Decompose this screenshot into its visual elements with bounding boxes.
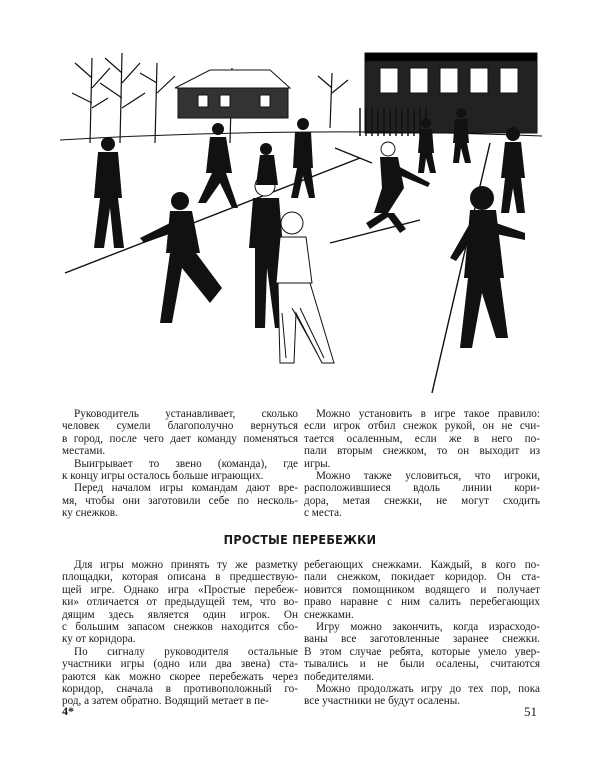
- text-line: По сигналу руководителя остальные: [74, 645, 298, 658]
- text-line: тается осаленным, если же в него по-: [304, 432, 540, 445]
- text-line: щей игре. Однако игра «Простые перебеж-: [62, 583, 298, 596]
- text-line: пали вторым снежком, то он выходит из: [304, 445, 540, 458]
- text-line: ребегающих снежками. Каждый, в кого по-: [304, 559, 540, 571]
- text-line: местами.: [62, 445, 106, 458]
- text-line: тывались и не были осалены, считаются: [304, 658, 540, 671]
- text-line: новится помощником водящего и получает: [304, 583, 540, 596]
- text-line: участники игры (одно или два звена) ста-: [62, 658, 298, 671]
- section-heading: ПРОСТЫЕ ПЕРЕБЕЖКИ: [223, 532, 377, 547]
- text-line: Для игры можно принять ту же разметку: [74, 559, 298, 571]
- text-line: победителями.: [304, 670, 375, 683]
- text-line: род, а затем обратно. Водящий метает в пе-: [62, 695, 269, 708]
- text-line: к концу игры осталось больше играющих.: [62, 470, 264, 483]
- text-line: все участники не будут осалены.: [304, 695, 461, 708]
- text-line: право наравне с ним салить перебегающих: [304, 596, 540, 609]
- text-line: ки» отличается от предыдущей тем, что во-: [62, 596, 298, 609]
- text-line: Можно продолжать игру до тех пор, пока: [316, 683, 540, 696]
- snowball-game-illustration: [60, 48, 542, 398]
- page-number: 51: [524, 704, 537, 719]
- text-line: Руководитель устанавливает, сколько: [74, 408, 298, 420]
- top-left-column: [62, 408, 298, 520]
- text-line: Можно установить в игре такое правило:: [316, 408, 540, 420]
- text-line: Перед началом игры командам дают вре-: [74, 482, 298, 495]
- text-line: если игрок отбил снежок рукой, он не счи-: [304, 420, 540, 433]
- section-left-column: [62, 559, 298, 708]
- text-line: ку от коридора.: [62, 633, 136, 646]
- text-line: расположившиеся вдоль линии кори-: [304, 482, 540, 495]
- text-line: мя, чтобы они заготовили себе по несколь-: [62, 494, 298, 507]
- children-figures: [94, 108, 525, 363]
- text-line: игры.: [304, 457, 331, 470]
- text-line: Выигрывает то звено (команда), где: [74, 457, 298, 470]
- signature-mark: 4*: [62, 704, 74, 718]
- text-line: коридор, сначала в противоположный го-: [62, 683, 298, 696]
- text-line: с большим запасом снежков находится сбо-: [62, 621, 298, 634]
- top-right-column: [304, 408, 540, 520]
- text-line: ваны все заготовленные заранее снежки.: [304, 633, 540, 646]
- text-line: Игру можно закончить, когда израсходо-: [316, 621, 540, 634]
- text-line: раются как можно скорее перебежать через: [62, 670, 298, 683]
- text-line: снежками.: [304, 608, 354, 621]
- text-line: В этом случае ребята, которые умело увер-: [304, 645, 540, 658]
- section-right-column: [304, 559, 540, 708]
- text-line: дора, метая снежки, не могут сходить: [304, 494, 540, 507]
- text-line: в город, после чего дает команду поменяться: [62, 432, 298, 445]
- text-line: с места.: [304, 507, 342, 520]
- text-line: Можно также условиться, что игроки,: [316, 470, 540, 483]
- text-line: пали снежком, покидает коридор. Он ста-: [304, 571, 540, 584]
- text-line: ку снежков.: [62, 507, 118, 520]
- text-line: человек сумели благополучно вернуться: [62, 420, 298, 433]
- text-line: дящим здесь является один игрок. Он: [62, 608, 298, 621]
- text-line: площадки, которая описана в предшествую-: [62, 571, 298, 584]
